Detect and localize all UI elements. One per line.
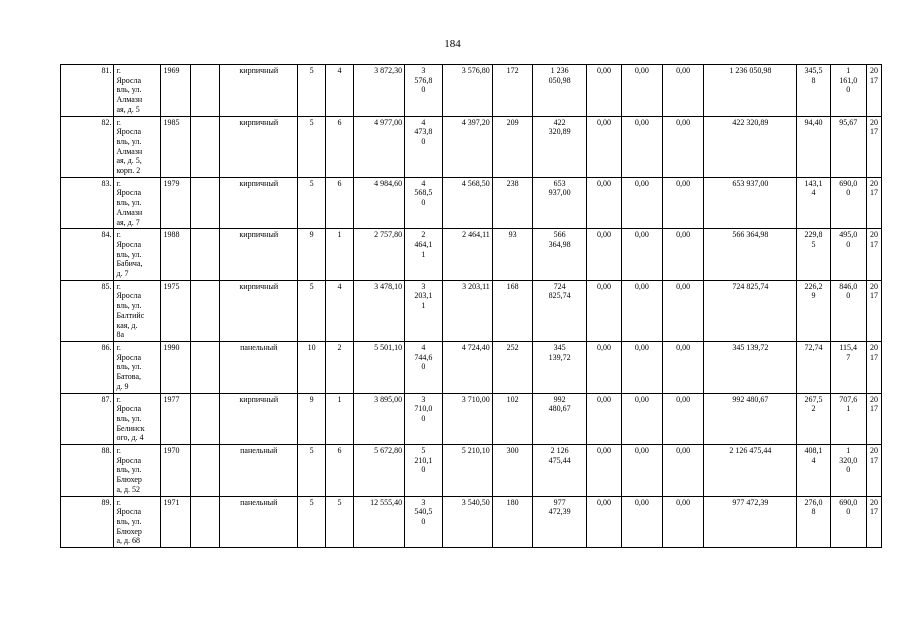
own-funds-cell: 566 364,98 (704, 229, 797, 281)
housing-register-table (60, 64, 882, 548)
fund-1-cell: 0,00 (586, 445, 621, 497)
cost-cell: 977 472,39 (533, 496, 586, 548)
floors-cell: 5 (298, 496, 326, 548)
fund-2-cell: 0,00 (622, 341, 663, 393)
residents-cell: 93 (492, 229, 533, 281)
address-cell: г. Яросла вль, ул. Балтийс кая, д. 8а (114, 280, 161, 341)
address-cell: г. Яросла вль, ул. Батова, д. 9 (114, 341, 161, 393)
entrances-cell: 4 (326, 65, 354, 117)
entrances-cell: 6 (326, 177, 354, 229)
wall-material-cell: кирпичный (220, 177, 298, 229)
total-area-cell: 4 984,60 (353, 177, 404, 229)
fund-2-cell: 0,00 (622, 280, 663, 341)
address-cell: г. Яросла вль, ул. Алмазн ая, д. 5, корп. 2 (114, 116, 161, 177)
wall-material-cell: панельный (220, 445, 298, 497)
row-number: 89. (61, 496, 114, 548)
wall-material-cell: панельный (220, 341, 298, 393)
fund-1-cell: 0,00 (586, 341, 621, 393)
plan-year-cell: 20 17 (866, 445, 881, 497)
address-cell: г. Яросла вль, ул. Алмазн ая, д. 5 (114, 65, 161, 117)
fund-3-cell: 0,00 (662, 445, 704, 497)
own-funds-cell: 992 480,67 (704, 393, 797, 445)
plan-year-cell: 20 17 (866, 177, 881, 229)
unit-cost-2-cell: 95,67 (830, 116, 866, 177)
cost-cell: 724 825,74 (533, 280, 586, 341)
blank-cell (191, 229, 220, 281)
fund-3-cell: 0,00 (662, 116, 704, 177)
unit-cost-2-cell: 1 320,0 0 (830, 445, 866, 497)
residents-cell: 238 (492, 177, 533, 229)
table-row (61, 65, 882, 117)
table-row (61, 341, 882, 393)
row-number: 84. (61, 229, 114, 281)
area-a-cell: 2 464,1 1 (405, 229, 442, 281)
row-number: 86. (61, 341, 114, 393)
table-row (61, 496, 882, 548)
cost-cell: 345 139,72 (533, 341, 586, 393)
build-year-cell: 1985 (161, 116, 191, 177)
fund-2-cell: 0,00 (622, 445, 663, 497)
fund-2-cell: 0,00 (622, 65, 663, 117)
unit-cost-1-cell: 94,40 (797, 116, 830, 177)
unit-cost-2-cell: 690,0 0 (830, 177, 866, 229)
residents-cell: 180 (492, 496, 533, 548)
fund-3-cell: 0,00 (662, 280, 704, 341)
table-row (61, 280, 882, 341)
fund-2-cell: 0,00 (622, 393, 663, 445)
area-b-cell: 5 210,10 (442, 445, 492, 497)
cost-cell: 2 126 475,44 (533, 445, 586, 497)
fund-1-cell: 0,00 (586, 177, 621, 229)
blank-cell (191, 116, 220, 177)
blank-cell (191, 65, 220, 117)
row-number: 82. (61, 116, 114, 177)
fund-3-cell: 0,00 (662, 341, 704, 393)
area-a-cell: 3 203,1 1 (405, 280, 442, 341)
total-area-cell: 12 555,40 (353, 496, 404, 548)
total-area-cell: 3 478,10 (353, 280, 404, 341)
area-b-cell: 2 464,11 (442, 229, 492, 281)
cost-cell: 566 364,98 (533, 229, 586, 281)
table-row (61, 445, 882, 497)
build-year-cell: 1970 (161, 445, 191, 497)
floors-cell: 5 (298, 445, 326, 497)
area-b-cell: 4 397,20 (442, 116, 492, 177)
fund-2-cell: 0,00 (622, 496, 663, 548)
cost-cell: 1 236 050,98 (533, 65, 586, 117)
entrances-cell: 5 (326, 496, 354, 548)
plan-year-cell: 20 17 (866, 496, 881, 548)
unit-cost-2-cell: 115,4 7 (830, 341, 866, 393)
area-b-cell: 4 568,50 (442, 177, 492, 229)
table-row (61, 177, 882, 229)
plan-year-cell: 20 17 (866, 280, 881, 341)
wall-material-cell: кирпичный (220, 280, 298, 341)
wall-material-cell: панельный (220, 496, 298, 548)
wall-material-cell: кирпичный (220, 229, 298, 281)
residents-cell: 209 (492, 116, 533, 177)
wall-material-cell: кирпичный (220, 116, 298, 177)
plan-year-cell: 20 17 (866, 116, 881, 177)
plan-year-cell: 20 17 (866, 229, 881, 281)
total-area-cell: 3 872,30 (353, 65, 404, 117)
floors-cell: 9 (298, 229, 326, 281)
area-b-cell: 4 724,40 (442, 341, 492, 393)
entrances-cell: 4 (326, 280, 354, 341)
unit-cost-1-cell: 267,5 2 (797, 393, 830, 445)
address-cell: г. Яросла вль, ул. Белинск ого, д. 4 (114, 393, 161, 445)
blank-cell (191, 393, 220, 445)
unit-cost-1-cell: 408,1 4 (797, 445, 830, 497)
own-funds-cell: 1 236 050,98 (704, 65, 797, 117)
unit-cost-1-cell: 229,8 5 (797, 229, 830, 281)
fund-1-cell: 0,00 (586, 393, 621, 445)
unit-cost-2-cell: 690,0 0 (830, 496, 866, 548)
blank-cell (191, 445, 220, 497)
build-year-cell: 1969 (161, 65, 191, 117)
fund-3-cell: 0,00 (662, 496, 704, 548)
build-year-cell: 1975 (161, 280, 191, 341)
fund-2-cell: 0,00 (622, 177, 663, 229)
cost-cell: 992 480,67 (533, 393, 586, 445)
address-cell: г. Яросла вль, ул. Бабича, д. 7 (114, 229, 161, 281)
residents-cell: 102 (492, 393, 533, 445)
table-row (61, 229, 882, 281)
area-a-cell: 5 210,1 0 (405, 445, 442, 497)
blank-cell (191, 280, 220, 341)
entrances-cell: 1 (326, 229, 354, 281)
own-funds-cell: 345 139,72 (704, 341, 797, 393)
fund-2-cell: 0,00 (622, 116, 663, 177)
table-row (61, 116, 882, 177)
floors-cell: 5 (298, 116, 326, 177)
build-year-cell: 1979 (161, 177, 191, 229)
entrances-cell: 1 (326, 393, 354, 445)
total-area-cell: 3 895,00 (353, 393, 404, 445)
floors-cell: 5 (298, 65, 326, 117)
plan-year-cell: 20 17 (866, 65, 881, 117)
own-funds-cell: 2 126 475,44 (704, 445, 797, 497)
fund-3-cell: 0,00 (662, 177, 704, 229)
area-a-cell: 3 576,8 0 (405, 65, 442, 117)
total-area-cell: 5 672,80 (353, 445, 404, 497)
own-funds-cell: 653 937,00 (704, 177, 797, 229)
row-number: 81. (61, 65, 114, 117)
wall-material-cell: кирпичный (220, 393, 298, 445)
unit-cost-2-cell: 846,0 0 (830, 280, 866, 341)
own-funds-cell: 422 320,89 (704, 116, 797, 177)
own-funds-cell: 977 472,39 (704, 496, 797, 548)
row-number: 88. (61, 445, 114, 497)
address-cell: г. Яросла вль, ул. Алмазн ая, д. 7 (114, 177, 161, 229)
plan-year-cell: 20 17 (866, 341, 881, 393)
floors-cell: 9 (298, 393, 326, 445)
blank-cell (191, 496, 220, 548)
unit-cost-1-cell: 276,0 8 (797, 496, 830, 548)
entrances-cell: 2 (326, 341, 354, 393)
area-b-cell: 3 710,00 (442, 393, 492, 445)
plan-year-cell: 20 17 (866, 393, 881, 445)
fund-1-cell: 0,00 (586, 229, 621, 281)
total-area-cell: 2 757,80 (353, 229, 404, 281)
address-cell: г. Яросла вль, ул. Блюхер а, д. 52 (114, 445, 161, 497)
residents-cell: 172 (492, 65, 533, 117)
cost-cell: 653 937,00 (533, 177, 586, 229)
unit-cost-1-cell: 345,5 8 (797, 65, 830, 117)
residents-cell: 168 (492, 280, 533, 341)
unit-cost-2-cell: 1 161,0 0 (830, 65, 866, 117)
area-b-cell: 3 203,11 (442, 280, 492, 341)
total-area-cell: 5 501,10 (353, 341, 404, 393)
table-row (61, 393, 882, 445)
cost-cell: 422 320,89 (533, 116, 586, 177)
unit-cost-1-cell: 143,1 4 (797, 177, 830, 229)
area-a-cell: 4 473,8 0 (405, 116, 442, 177)
floors-cell: 5 (298, 280, 326, 341)
total-area-cell: 4 977,00 (353, 116, 404, 177)
area-b-cell: 3 540,50 (442, 496, 492, 548)
fund-1-cell: 0,00 (586, 496, 621, 548)
entrances-cell: 6 (326, 445, 354, 497)
unit-cost-1-cell: 226,2 9 (797, 280, 830, 341)
floors-cell: 5 (298, 177, 326, 229)
fund-2-cell: 0,00 (622, 229, 663, 281)
address-cell: г. Яросла вль, ул. Блюхер а, д. 68 (114, 496, 161, 548)
fund-1-cell: 0,00 (586, 280, 621, 341)
unit-cost-2-cell: 707,6 1 (830, 393, 866, 445)
row-number: 83. (61, 177, 114, 229)
row-number: 87. (61, 393, 114, 445)
residents-cell: 252 (492, 341, 533, 393)
build-year-cell: 1971 (161, 496, 191, 548)
floors-cell: 10 (298, 341, 326, 393)
build-year-cell: 1988 (161, 229, 191, 281)
build-year-cell: 1977 (161, 393, 191, 445)
wall-material-cell: кирпичный (220, 65, 298, 117)
fund-3-cell: 0,00 (662, 65, 704, 117)
area-a-cell: 3 710,0 0 (405, 393, 442, 445)
unit-cost-1-cell: 72,74 (797, 341, 830, 393)
area-a-cell: 3 540,5 0 (405, 496, 442, 548)
page-number: 184 (444, 38, 461, 50)
unit-cost-2-cell: 495,0 0 (830, 229, 866, 281)
area-b-cell: 3 576,80 (442, 65, 492, 117)
entrances-cell: 6 (326, 116, 354, 177)
fund-1-cell: 0,00 (586, 65, 621, 117)
area-a-cell: 4 744,6 0 (405, 341, 442, 393)
own-funds-cell: 724 825,74 (704, 280, 797, 341)
area-a-cell: 4 568,5 0 (405, 177, 442, 229)
blank-cell (191, 177, 220, 229)
fund-3-cell: 0,00 (662, 229, 704, 281)
build-year-cell: 1990 (161, 341, 191, 393)
blank-cell (191, 341, 220, 393)
row-number: 85. (61, 280, 114, 341)
fund-1-cell: 0,00 (586, 116, 621, 177)
fund-3-cell: 0,00 (662, 393, 704, 445)
residents-cell: 300 (492, 445, 533, 497)
